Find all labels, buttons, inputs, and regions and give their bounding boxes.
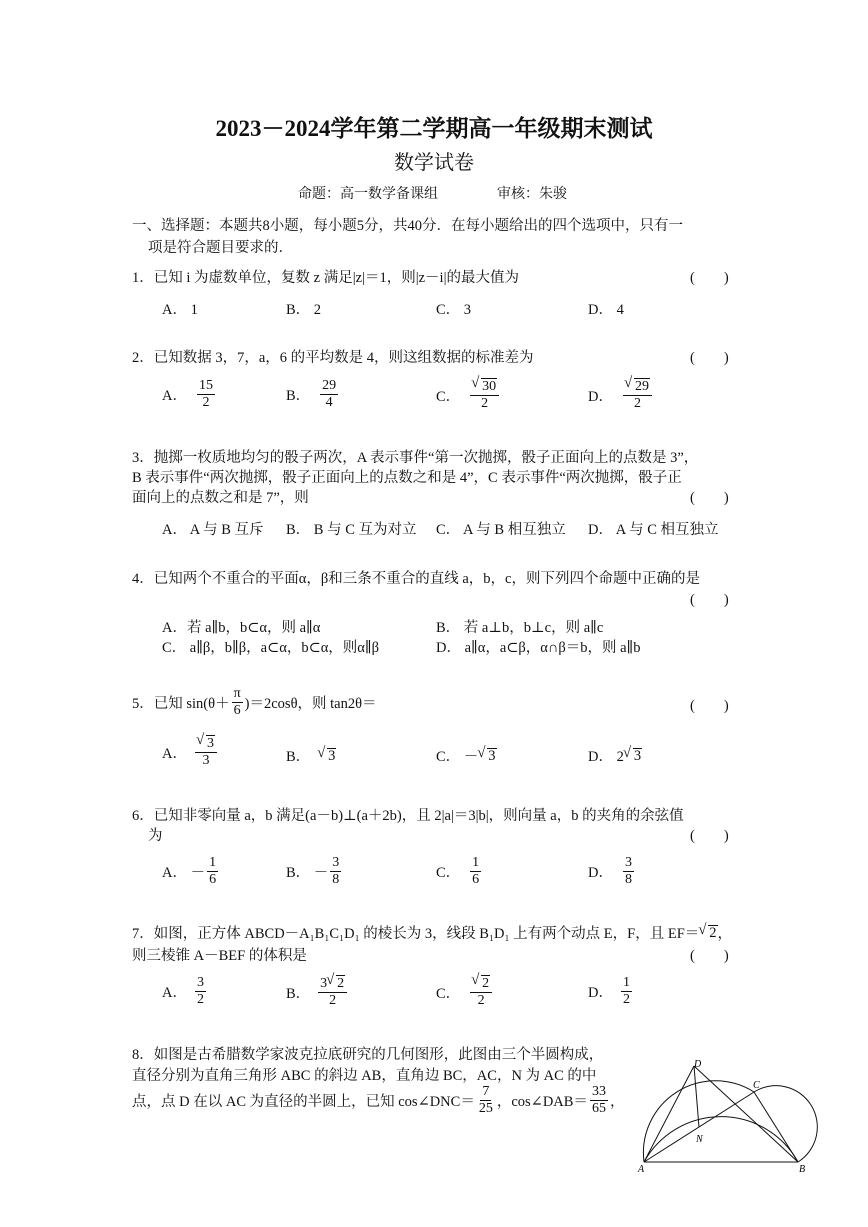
q5-answer-paren: ( ): [690, 698, 729, 714]
q8-line3-mid: ，cos∠DAB＝: [496, 1094, 588, 1110]
q5-option-d: [588, 745, 642, 766]
q6-a-den: 6: [209, 872, 217, 887]
q7-option-c: [436, 975, 494, 1009]
q7-c-den: 2: [477, 993, 485, 1008]
q4-option-a: A．若 a∥b，b⊂α，则 a∥α: [162, 620, 321, 636]
semicircle-figure: [622, 1058, 828, 1178]
q6-option-b: [286, 855, 343, 888]
q8-f1-den: 25: [478, 1101, 493, 1116]
label-n: N: [696, 1134, 703, 1145]
q6-line2: 为: [148, 828, 163, 844]
q8-line1: 8．如图是古希腊数学家波克拉底研究的几何图形，此图由三个半圆构成，: [132, 1047, 604, 1063]
q6-b-num: 3: [332, 855, 340, 870]
q3-option-c: C． A 与 B 相互独立: [436, 522, 566, 538]
q8-f2-den: 65: [591, 1101, 606, 1116]
q1-option-a: A． 1: [162, 302, 198, 318]
q6-option-a: [162, 855, 220, 888]
q5-a-den: 3: [202, 753, 210, 768]
q3-option-b: B． B 与 C 互为对立: [286, 522, 417, 538]
q1-option-d: D． 4: [588, 302, 624, 318]
q5-six: 6: [233, 703, 241, 718]
q6-option-c: [436, 855, 483, 888]
q2-b-num: 29: [322, 378, 337, 393]
q7-ef-root: √ 2: [708, 925, 717, 941]
q4-option-d: D． a∥α，a⊂β，α∩β＝b，则 a∥b: [436, 640, 641, 656]
q7-line1-text: 7．如图，正方体 ABCD－A₁B₁C₁D₁ 的棱长为 3，线段 B₁D₁ 上有两个动点 E，F，且 EF＝: [132, 926, 700, 942]
q2-d-label: D．: [588, 388, 613, 405]
q2-c-num: √ 30: [481, 378, 497, 394]
q5-option-b: [286, 745, 336, 766]
q7-option-a: [162, 975, 208, 1008]
q7-option-d: [588, 975, 634, 1008]
q7-a-den: 2: [196, 992, 204, 1007]
q6-c-num: 1: [472, 855, 480, 870]
q2-option-b: [286, 378, 340, 411]
q5-c-label: C． －: [436, 749, 479, 765]
q8-f2-num: 33: [591, 1084, 606, 1099]
author-line: [298, 183, 567, 203]
q5-option-a: [162, 735, 219, 769]
q7-line1: [132, 922, 732, 943]
label-c: C: [753, 1080, 760, 1091]
q5-stem-post: )＝2cosθ，则 tan2θ＝: [244, 696, 377, 712]
q1-option-c: C． 3: [436, 302, 472, 318]
section-heading-line2: 项是符合题目要求的．: [148, 240, 293, 256]
q1-stem: 1．已知 i 为虚数单位，复数 z 满足|z|＝1，则|z－i|的最大值为: [132, 270, 519, 286]
q2-d-num: √ 29: [634, 378, 650, 394]
q5-a-num: √ 3: [206, 735, 215, 751]
q7-d-num: 1: [622, 975, 630, 990]
q7-b-coef: 3: [320, 976, 328, 991]
segment-ad: [644, 1066, 694, 1162]
section-heading-line1: 一、选择题：本题共8小题，每小题5分，共40分．在每小题给出的四个选项中，只有一: [132, 218, 683, 234]
label-a: A: [638, 1164, 645, 1175]
q7-a-label: A．: [162, 985, 187, 1001]
q6-c-den: 6: [472, 872, 480, 887]
q2-stem: 2．已知数据 3，7，a，6 的平均数是 4，则这组数据的标准差为: [132, 350, 534, 366]
q2-option-a: [162, 378, 217, 411]
q1-answer-paren: ( ): [690, 270, 729, 286]
segment-db: [694, 1066, 798, 1162]
segment-dn: [694, 1066, 699, 1127]
q1-option-b: B． 2: [286, 302, 322, 318]
q6-option-d: [588, 855, 636, 888]
q4-option-b: B． 若 a⊥b，b⊥c，则 a∥c: [436, 620, 604, 636]
q5-d-root: √ 3: [633, 748, 642, 764]
q6-answer-paren: ( ): [690, 828, 729, 844]
q5-stem-pre: 5．已知 sin(θ＋: [132, 696, 230, 712]
q2-b-label: B．: [286, 388, 311, 404]
q5-a-label: A．: [162, 745, 187, 762]
q7-a-num: 3: [196, 975, 204, 990]
q7-d-label: D．: [588, 985, 613, 1001]
q2-b-den: 4: [325, 395, 333, 410]
q7-line2: 则三棱锥 A－BEF 的体积是: [132, 948, 307, 964]
q2-a-label: A．: [162, 388, 187, 404]
q7-c-label: C．: [436, 985, 461, 1002]
label-d: D: [694, 1059, 702, 1070]
q2-a-den: 2: [202, 395, 210, 410]
exam-subtitle: 数学试卷: [394, 152, 474, 174]
q3-line1: 3．抛掷一枚质地均匀的骰子两次，A 表示事件“第一次抛掷，骰子正面向上的点数是 3”，: [132, 450, 699, 466]
q3-option-d: D． A 与 C 相互独立: [588, 522, 719, 538]
q5-pi: π: [233, 686, 241, 701]
q2-option-c: [436, 378, 501, 412]
q7-b-den: 2: [329, 993, 337, 1008]
q3-line3: 面向上的点数之和是 7”，则: [132, 490, 309, 506]
q2-d-den: 2: [633, 396, 641, 411]
q8-line2: 直径分别为直角三角形 ABC 的斜边 AB，直角边 BC，AC，N 为 AC 的中: [132, 1068, 597, 1084]
q8-line3-end: ，: [609, 1094, 625, 1110]
q3-line2: B 表示事件“两次抛掷，骰子正面向上的点数之和是 4”，C 表示事件“两次抛掷，骰子正: [132, 470, 682, 486]
q3-option-a: A． A 与 B 互斥: [162, 522, 264, 538]
q6-d-den: 8: [624, 872, 632, 887]
semicircle-ab: [644, 1117, 798, 1162]
author-label: 命题：高一数学备课组: [298, 187, 438, 202]
q7-b-root: √ 2: [336, 975, 345, 991]
q8-f1-num: 7: [482, 1084, 490, 1099]
q3-answer-paren: ( ): [690, 490, 729, 506]
q6-line1: 6．已知非零向量 a，b 满足(a－b)⊥(a＋2b)，且 2|a|＝3|b|，则向量 a，b 的夹角的余弦值: [132, 808, 684, 824]
q5-option-c: [436, 745, 497, 766]
q5-stem: [132, 686, 377, 719]
q6-d-label: D．: [588, 865, 613, 881]
q4-answer-paren: ( ): [690, 592, 729, 608]
q2-option-d: [588, 378, 654, 412]
q7-c-root: √ 2: [481, 975, 490, 991]
q6-c-label: C．: [436, 865, 461, 881]
q7-option-b: [286, 975, 349, 1009]
q4-stem: 4．已知两个不重合的平面α，β和三条不重合的直线 a，b，c，则下列四个命题中正确的是: [132, 571, 700, 587]
q2-c-den: 2: [481, 396, 489, 411]
q5-c-root: √ 3: [487, 748, 496, 764]
q8-line3-pre: 点，点 D 在以 AC 为直径的半圆上，已知 cos∠DNC＝: [132, 1094, 475, 1110]
q4-option-c: C． a∥β，b∥β，a⊂α，b⊂α，则α∥β: [162, 640, 379, 656]
q7-b-label: B．: [286, 985, 311, 1002]
q5-b-label: B．: [286, 749, 311, 765]
q2-c-label: C．: [436, 388, 461, 405]
q7-line1-end: ，: [717, 926, 733, 942]
q6-d-num: 3: [624, 855, 632, 870]
q6-b-den: 8: [332, 872, 340, 887]
q5-b-root: √ 3: [327, 748, 336, 764]
q6-a-num: 1: [209, 855, 217, 870]
exam-title: 2023－2024学年第二学期高一年级期末测试: [215, 116, 653, 141]
q8-line3: [132, 1084, 624, 1117]
reviewer-label: 审核：朱骏: [497, 187, 567, 202]
label-b: B: [799, 1164, 806, 1175]
q7-d-den: 2: [622, 992, 630, 1007]
q6-b-label: B． －: [286, 865, 329, 881]
q6-a-label: A． －: [162, 865, 206, 881]
q7-answer-paren: ( ): [690, 948, 729, 964]
q2-a-num: 15: [198, 378, 213, 393]
q2-answer-paren: ( ): [690, 350, 729, 366]
q5-d-label: D． 2: [588, 749, 624, 765]
